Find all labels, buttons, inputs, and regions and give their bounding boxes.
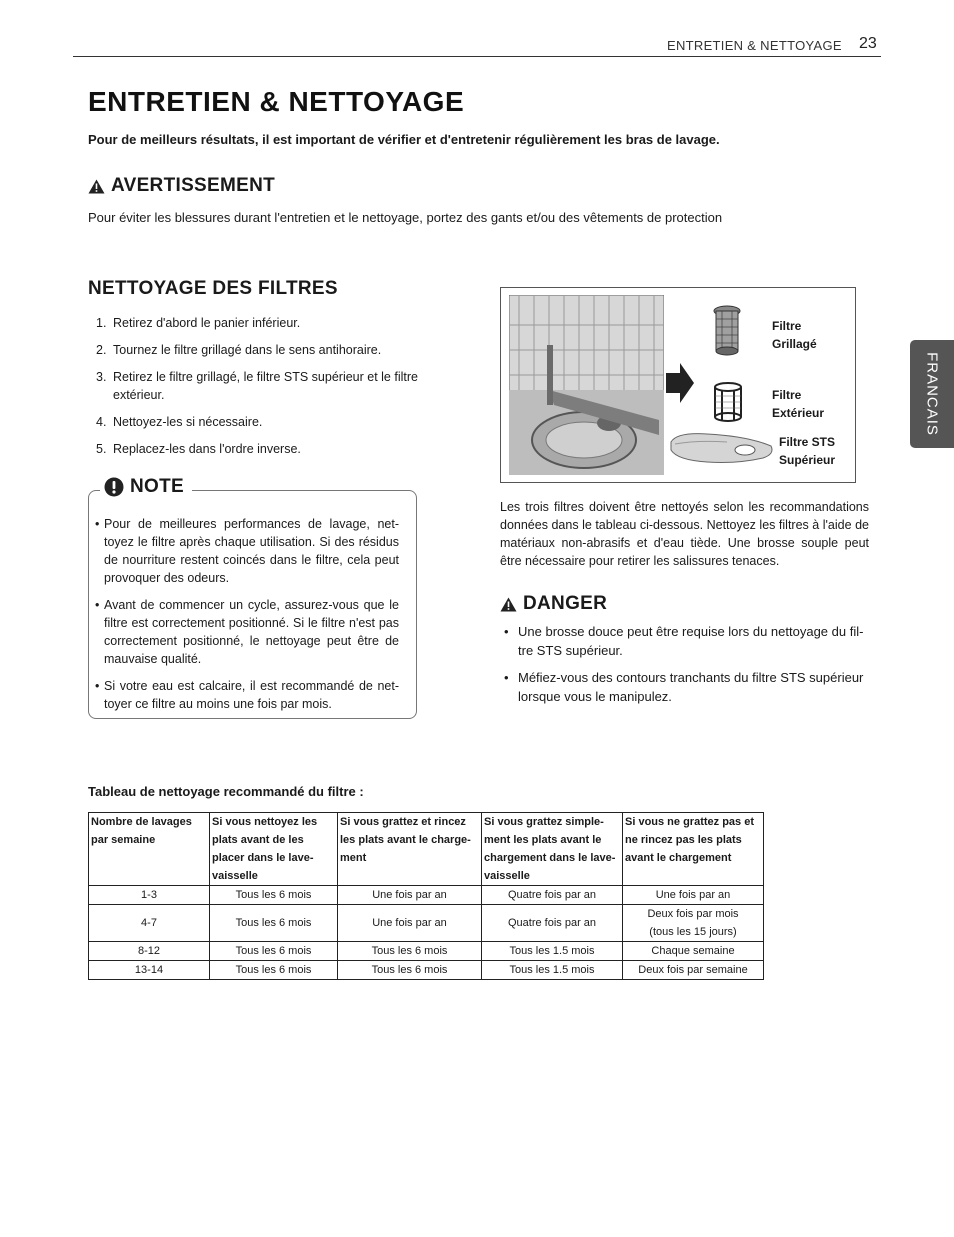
table-cell: 13-14 <box>89 961 210 980</box>
note-item: • Pour de meilleures performances de lavage, net-toyez le filtre après chaque utilisation. Si des résidus de nourriture restent coincés dans le filtre, cela peut provoquer des odeurs. <box>97 515 399 587</box>
step-item: 2. Tournez le filtre grillagé dans le sens antihoraire. <box>96 343 382 357</box>
table-caption: Tableau de nettoyage recommandé du filtre : <box>88 784 364 799</box>
mesh-filter-image <box>713 305 741 357</box>
table-cell: Une fois par an <box>623 886 764 905</box>
table-row <box>89 942 764 961</box>
table-cell: 1-3 <box>89 886 210 905</box>
step-item: 1. Retirez d'abord le panier inférieur. <box>96 316 301 330</box>
filter-figure <box>500 287 856 483</box>
table-cell: Tous les 1.5 mois <box>482 942 623 961</box>
table-header: Nombre de lavages par semaine <box>89 813 210 886</box>
table-row <box>89 886 764 905</box>
table-row <box>89 905 764 942</box>
table-cell: Chaque semaine <box>623 942 764 961</box>
table-cell: Tous les 6 mois <box>210 961 338 980</box>
table-row <box>89 961 764 980</box>
filter-steps-list <box>88 314 433 467</box>
table-cell: Deux fois par mois (tous les 15 jours) <box>623 905 764 942</box>
filters-paragraph: Les trois filtres doivent être nettoyés selon les recommandations données dans le tableau ci-dessous. Nettoyez les filtres à l'aide de matériaux non-abrasifs et d'eau tiède. Une brosse souple peut être nécessaire pour retirer les salissures tenaces. <box>500 500 869 568</box>
step-item: 3. Retirez le filtre grillagé, le filtre STS supérieur et le filtre extérieur. <box>96 370 418 402</box>
warning-triangle-icon <box>500 597 517 612</box>
table-cell: Tous les 6 mois <box>338 961 482 980</box>
table-header: Si vous ne grattez pas et ne rincez pas les plats avant le chargement <box>623 813 764 886</box>
header-rule <box>73 56 881 57</box>
page-number: 23 <box>859 35 877 52</box>
danger-list <box>500 622 870 706</box>
table-cell: Quatre fois par an <box>482 886 623 905</box>
step-item: 4. Nettoyez-les si nécessaire. <box>96 415 263 429</box>
sts-filter-label: Filtre STS Supérieur <box>779 435 836 467</box>
sts-filter-image <box>667 428 777 468</box>
table-cell: Tous les 6 mois <box>338 942 482 961</box>
table-header: Si vous grattez simple-ment les plats avant le chargement dans le lave-vaisselle <box>482 813 623 886</box>
filters-heading: NETTOYAGE DES FILTRES <box>88 278 338 299</box>
page-title: ENTRETIEN & NETTOYAGE <box>88 86 465 117</box>
table-cell: Quatre fois par an <box>482 905 623 942</box>
danger-item: • Une brosse douce peut être requise lors du nettoyage du fil-tre STS supérieur. <box>500 622 870 660</box>
table-cell: Tous les 6 mois <box>210 905 338 942</box>
note-item: • Si votre eau est calcaire, il est recommandé de net-toyer ce filtre au moins une fois par mois. <box>97 677 399 713</box>
table-header: Si vous nettoyez les plats avant de les placer dans le lave-vaisselle <box>210 813 338 886</box>
mesh-filter-label: Filtre Grillagé <box>772 319 817 351</box>
language-tab: FRANCAIS <box>910 340 954 448</box>
table-header-row <box>89 813 764 886</box>
table-cell: Deux fois par semaine <box>623 961 764 980</box>
table-cell: Une fois par an <box>338 905 482 942</box>
lead-text: Pour de meilleurs résultats, il est important de vérifier et d'entretenir régulièrement les bras de lavage. <box>88 132 720 147</box>
step-item: 5. Replacez-les dans l'ordre inverse. <box>96 442 301 456</box>
outer-filter-label: Filtre Extérieur <box>772 388 825 420</box>
arrow-right-icon <box>666 363 694 403</box>
filter-cleaning-table <box>88 812 764 980</box>
running-header: ENTRETIEN & NETTOYAGE <box>667 38 842 53</box>
table-header: Si vous grattez et rincez les plats avant le charge-ment <box>338 813 482 886</box>
table-cell: 4-7 <box>89 905 210 942</box>
table-cell: Tous les 6 mois <box>210 886 338 905</box>
danger-heading: DANGER <box>500 593 607 615</box>
danger-item: • Méfiez-vous des contours tranchants du filtre STS supérieur lorsque vous le manipulez. <box>500 668 870 706</box>
warning-heading: AVERTISSEMENT <box>88 175 275 197</box>
outer-filter-image <box>713 382 743 422</box>
table-cell: 8-12 <box>89 942 210 961</box>
table-cell: Tous les 6 mois <box>210 942 338 961</box>
note-heading: NOTE <box>100 476 192 498</box>
note-list <box>97 515 399 713</box>
table-cell: Tous les 1.5 mois <box>482 961 623 980</box>
warning-triangle-icon <box>88 179 105 194</box>
warning-text: Pour éviter les blessures durant l'entretien et le nettoyage, portez des gants et/ou des vêtements de protection <box>88 210 723 225</box>
dishwasher-interior-image <box>509 295 664 475</box>
table-cell: Une fois par an <box>338 886 482 905</box>
exclamation-icon <box>104 477 124 497</box>
note-item: • Avant de commencer un cycle, assurez-vous que le filtre est correctement positionné. Si le filtre n'est pas correctement positionné, le nettoyage peut être de mauvaise qualité. <box>97 596 399 668</box>
